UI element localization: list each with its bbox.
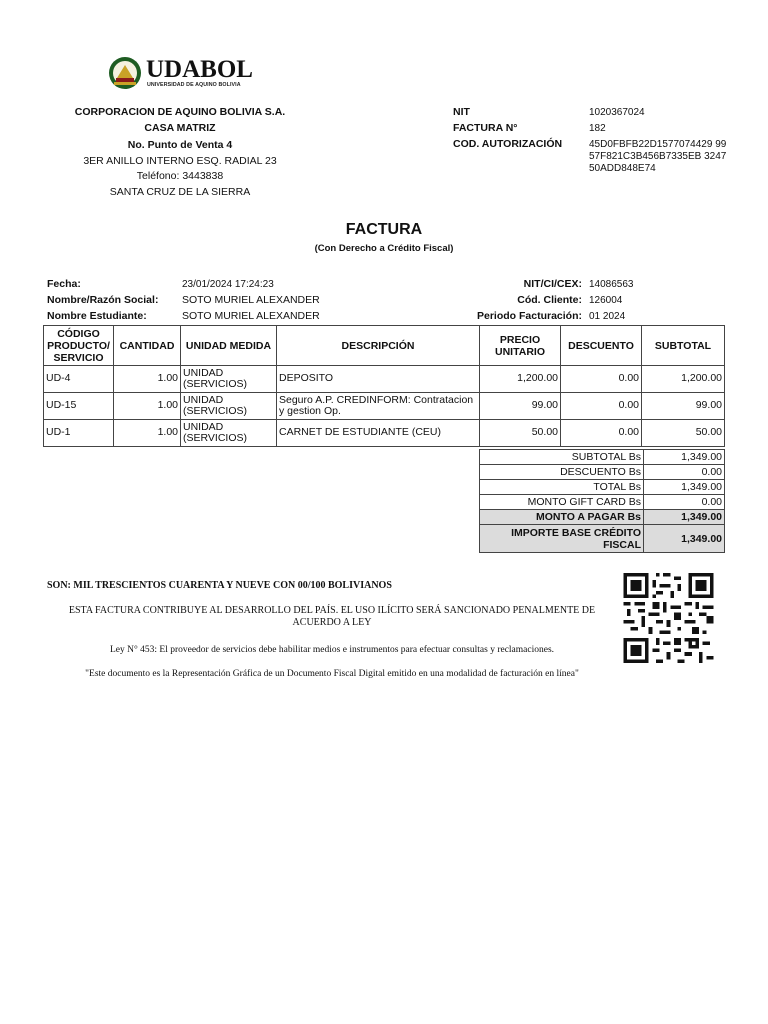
date-value: 23/01/2024 17:24:23 xyxy=(182,279,274,290)
item-code: UD-4 xyxy=(44,366,114,393)
billing-period-label: Periodo Facturación: xyxy=(476,310,582,322)
auth-code-value: 45D0FBFB22D1577074429 9957F821C3B456B7335EB 324750ADD848E74 xyxy=(589,139,727,174)
issuer-company: CORPORACION DE AQUINO BOLIVIA S.A. xyxy=(74,106,286,118)
totals-value: 1,349.00 xyxy=(644,450,725,465)
auth-code-label: COD. AUTORIZACIÓN xyxy=(453,138,563,150)
representation-notice: "Este documento es la Representación Gráfica de un Documento Fiscal Digital emitido en una modalidad de facturación en línea" xyxy=(85,669,579,679)
totals-row xyxy=(480,450,725,465)
logo-tagline: UNIVERSIDAD DE AQUINO BOLIVIA xyxy=(147,82,241,88)
invoice-number-value: 182 xyxy=(589,123,606,134)
document-subtitle: (Con Derecho a Crédito Fiscal) xyxy=(314,243,454,254)
logo-wordmark: UDABOL xyxy=(146,56,253,83)
column-header: CANTIDAD xyxy=(114,326,181,366)
item-unit: UNIDAD (SERVICIOS) xyxy=(181,393,277,420)
issuer-point-of-sale: No. Punto de Venta 4 xyxy=(127,139,233,151)
issuer-address: 3ER ANILLO INTERNO ESQ. RADIAL 23 xyxy=(83,155,277,167)
item-unit-price: 1,200.00 xyxy=(480,366,561,393)
table-row xyxy=(44,393,725,420)
totals-row xyxy=(480,495,725,510)
items-table xyxy=(43,325,725,447)
law-notice: Ley N° 453: El proveedor de servicios debe habilitar medios e instrumentos para efectuar consultas y reclamaciones. xyxy=(109,645,555,655)
item-unit: UNIDAD (SERVICIOS) xyxy=(181,366,277,393)
client-nit-value: 14086563 xyxy=(589,279,634,290)
name-label: Nombre/Razón Social: xyxy=(47,294,159,306)
udabol-logo xyxy=(108,56,258,92)
student-label: Nombre Estudiante: xyxy=(47,310,147,322)
table-header-row xyxy=(44,326,725,366)
item-subtotal: 50.00 xyxy=(642,420,725,447)
document-title: FACTURA xyxy=(345,221,423,238)
issuer-phone: Teléfono: 3443838 xyxy=(136,170,224,182)
item-description: DEPOSITO xyxy=(277,366,480,393)
table-row xyxy=(44,366,725,393)
totals-label: DESCUENTO Bs xyxy=(480,465,644,480)
student-value: SOTO MURIEL ALEXANDER xyxy=(182,310,320,322)
totals-value: 0.00 xyxy=(644,465,725,480)
totals-label: MONTO A PAGAR Bs xyxy=(480,510,644,525)
issuer-city: SANTA CRUZ DE LA SIERRA xyxy=(109,186,251,198)
table-row xyxy=(44,420,725,447)
totals-value: 1,349.00 xyxy=(644,510,725,525)
nit-value: 1020367024 xyxy=(589,107,645,118)
totals-label: IMPORTE BASE CRÉDITO FISCAL xyxy=(480,525,644,553)
item-quantity: 1.00 xyxy=(114,393,181,420)
amount-in-words: SON: MIL TRESCIENTOS CUARENTA Y NUEVE CON 00/100 BOLIVIANOS xyxy=(47,580,392,591)
item-code: UD-1 xyxy=(44,420,114,447)
name-value: SOTO MURIEL ALEXANDER xyxy=(182,294,320,306)
billing-period-value: 01 2024 xyxy=(589,311,626,322)
nit-label: NIT xyxy=(453,106,470,118)
totals-row xyxy=(480,480,725,495)
totals-label: TOTAL Bs xyxy=(480,480,644,495)
column-header: DESCUENTO xyxy=(561,326,642,366)
totals-value: 1,349.00 xyxy=(644,480,725,495)
item-subtotal: 1,200.00 xyxy=(642,366,725,393)
item-discount: 0.00 xyxy=(561,420,642,447)
totals-row xyxy=(480,465,725,480)
column-header: CÓDIGO PRODUCTO/ SERVICIO xyxy=(44,326,114,366)
totals-value: 0.00 xyxy=(644,495,725,510)
contribution-notice: ESTA FACTURA CONTRIBUYE AL DESARROLLO DEL PAÍS. EL USO ILÍCITO SERÁ SANCIONADO PENALMENTE DE ACUERDO A LEY xyxy=(68,605,596,628)
item-quantity: 1.00 xyxy=(114,366,181,393)
client-code-value: 126004 xyxy=(589,295,623,306)
item-subtotal: 99.00 xyxy=(642,393,725,420)
column-header: SUBTOTAL xyxy=(642,326,725,366)
invoice-number-label: FACTURA N° xyxy=(453,122,518,134)
issuer-branch: CASA MATRIZ xyxy=(144,122,216,134)
item-description: Seguro A.P. CREDINFORM: Contratacion y gestion Op. xyxy=(277,393,480,420)
university-seal-icon xyxy=(108,56,142,90)
item-code: UD-15 xyxy=(44,393,114,420)
item-quantity: 1.00 xyxy=(114,420,181,447)
client-code-label: Cód. Cliente: xyxy=(517,294,582,306)
qr-code-icon xyxy=(622,573,715,663)
item-description: CARNET DE ESTUDIANTE (CEU) xyxy=(277,420,480,447)
column-header: DESCRIPCIÓN xyxy=(277,326,480,366)
column-header: PRECIO UNITARIO xyxy=(480,326,561,366)
totals-table xyxy=(479,449,725,553)
amount-due-row xyxy=(480,510,725,525)
totals-label: MONTO GIFT CARD Bs xyxy=(480,495,644,510)
totals-label: SUBTOTAL Bs xyxy=(480,450,644,465)
item-unit-price: 99.00 xyxy=(480,393,561,420)
client-nit-label: NIT/CI/CEX: xyxy=(523,278,582,290)
totals-value: 1,349.00 xyxy=(644,525,725,553)
item-unit-price: 50.00 xyxy=(480,420,561,447)
date-label: Fecha: xyxy=(47,278,81,290)
item-discount: 0.00 xyxy=(561,393,642,420)
item-unit: UNIDAD (SERVICIOS) xyxy=(181,420,277,447)
tax-credit-base-row xyxy=(480,525,725,553)
item-discount: 0.00 xyxy=(561,366,642,393)
column-header: UNIDAD MEDIDA xyxy=(181,326,277,366)
